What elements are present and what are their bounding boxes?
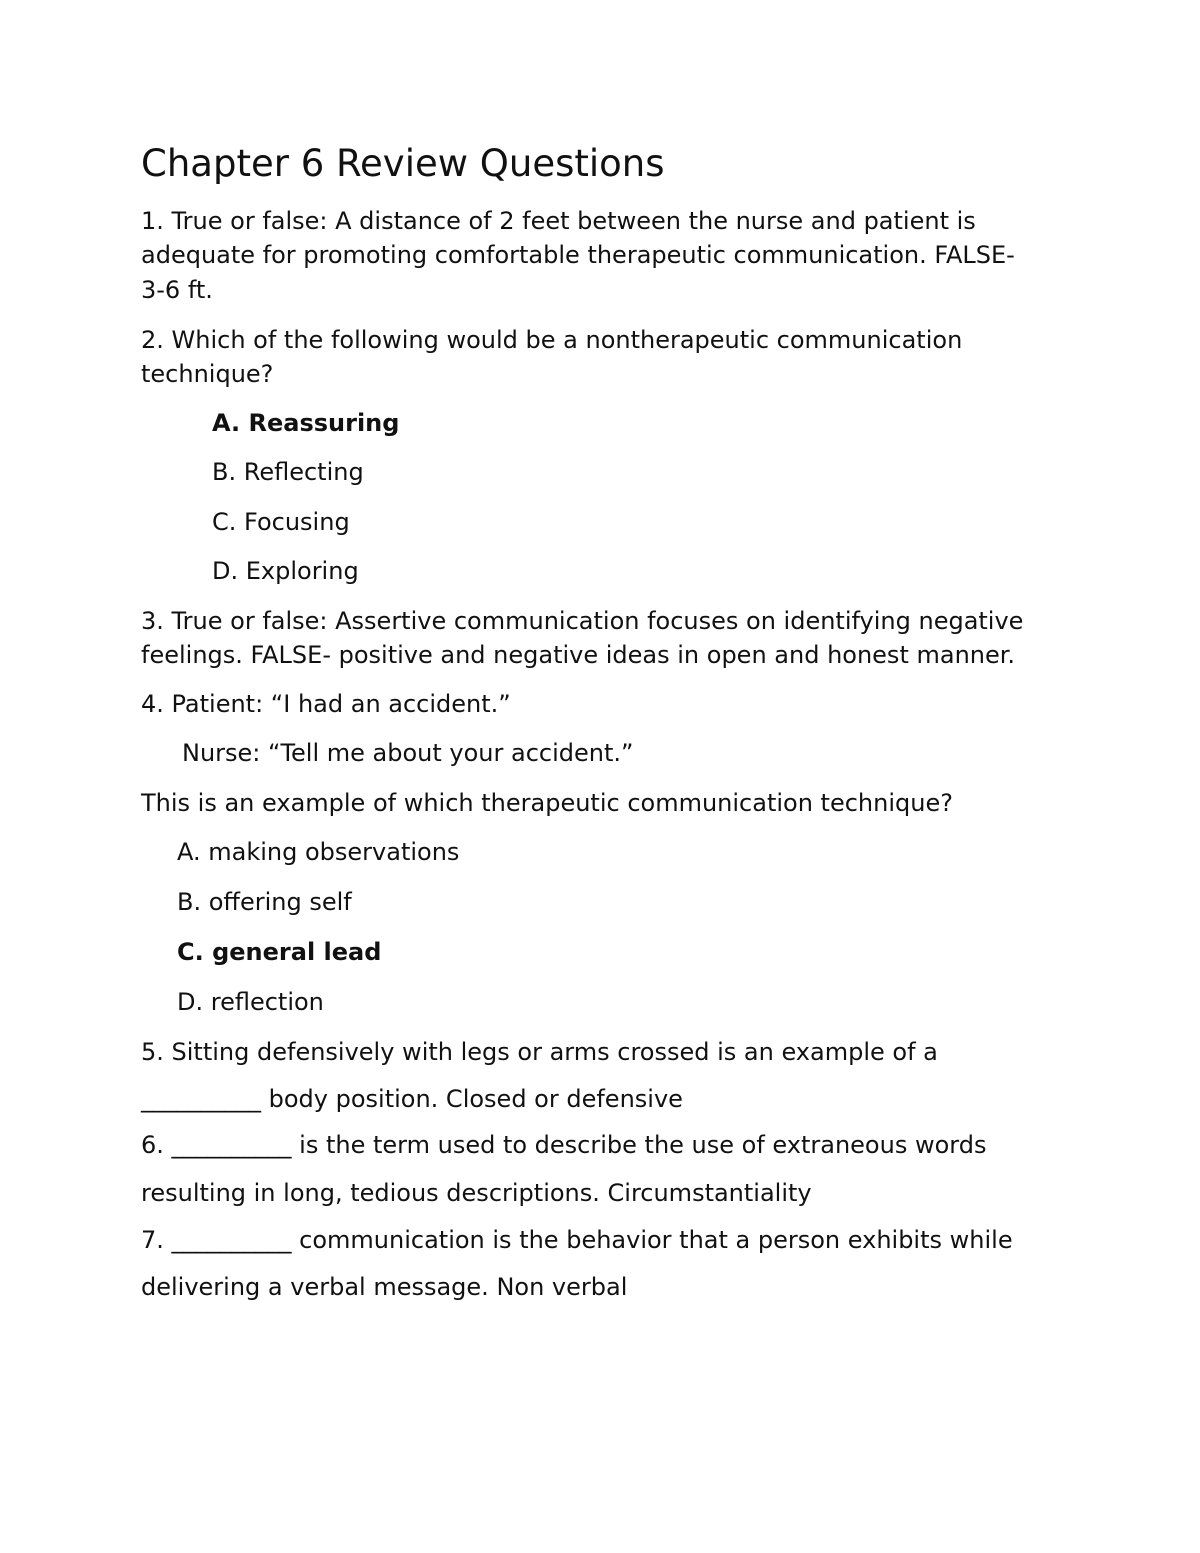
question-4-option-d: D. reflection bbox=[177, 988, 324, 1016]
question-5-line-1: 5. Sitting defensively with legs or arms crossed is an example of a bbox=[141, 1038, 938, 1066]
question-3-line-2: feelings. FALSE- positive and negative ideas in open and honest manner. bbox=[141, 641, 1016, 669]
question-4-option-a: A. making observations bbox=[177, 838, 460, 866]
question-2-line-2: technique? bbox=[141, 360, 274, 388]
question-2-line-1: 2. Which of the following would be a nontherapeutic communication bbox=[141, 326, 963, 354]
page-title: Chapter 6 Review Questions bbox=[141, 142, 665, 185]
question-1-line-3: 3-6 ft. bbox=[141, 276, 213, 304]
question-2-option-d: D. Exploring bbox=[212, 557, 359, 585]
question-4-nurse-line: Nurse: “Tell me about your accident.” bbox=[182, 739, 634, 767]
question-4-option-c-answer: C. general lead bbox=[177, 938, 382, 966]
question-7-line-1: 7. __________ communication is the behavior that a person exhibits while bbox=[141, 1226, 1013, 1254]
question-4-patient-line: 4. Patient: “I had an accident.” bbox=[141, 690, 511, 718]
question-4-option-b: B. offering self bbox=[177, 888, 352, 916]
question-7-line-2: delivering a verbal message. Non verbal bbox=[141, 1273, 628, 1301]
question-2-option-b: B. Reflecting bbox=[212, 458, 364, 486]
question-2-option-a-answer: A. Reassuring bbox=[212, 409, 400, 437]
question-5-line-2: __________ body position. Closed or defensive bbox=[141, 1085, 683, 1113]
question-1-line-1: 1. True or false: A distance of 2 feet between the nurse and patient is bbox=[141, 207, 976, 235]
question-6-line-2: resulting in long, tedious descriptions. Circumstantiality bbox=[141, 1179, 812, 1207]
question-3-line-1: 3. True or false: Assertive communication focuses on identifying negative bbox=[141, 607, 1024, 635]
question-1-line-2: adequate for promoting comfortable therapeutic communication. FALSE- bbox=[141, 241, 1015, 269]
question-2-option-c: C. Focusing bbox=[212, 508, 350, 536]
question-4-question-line: This is an example of which therapeutic communication technique? bbox=[141, 789, 953, 817]
question-6-line-1: 6. __________ is the term used to describe the use of extraneous words bbox=[141, 1131, 987, 1159]
